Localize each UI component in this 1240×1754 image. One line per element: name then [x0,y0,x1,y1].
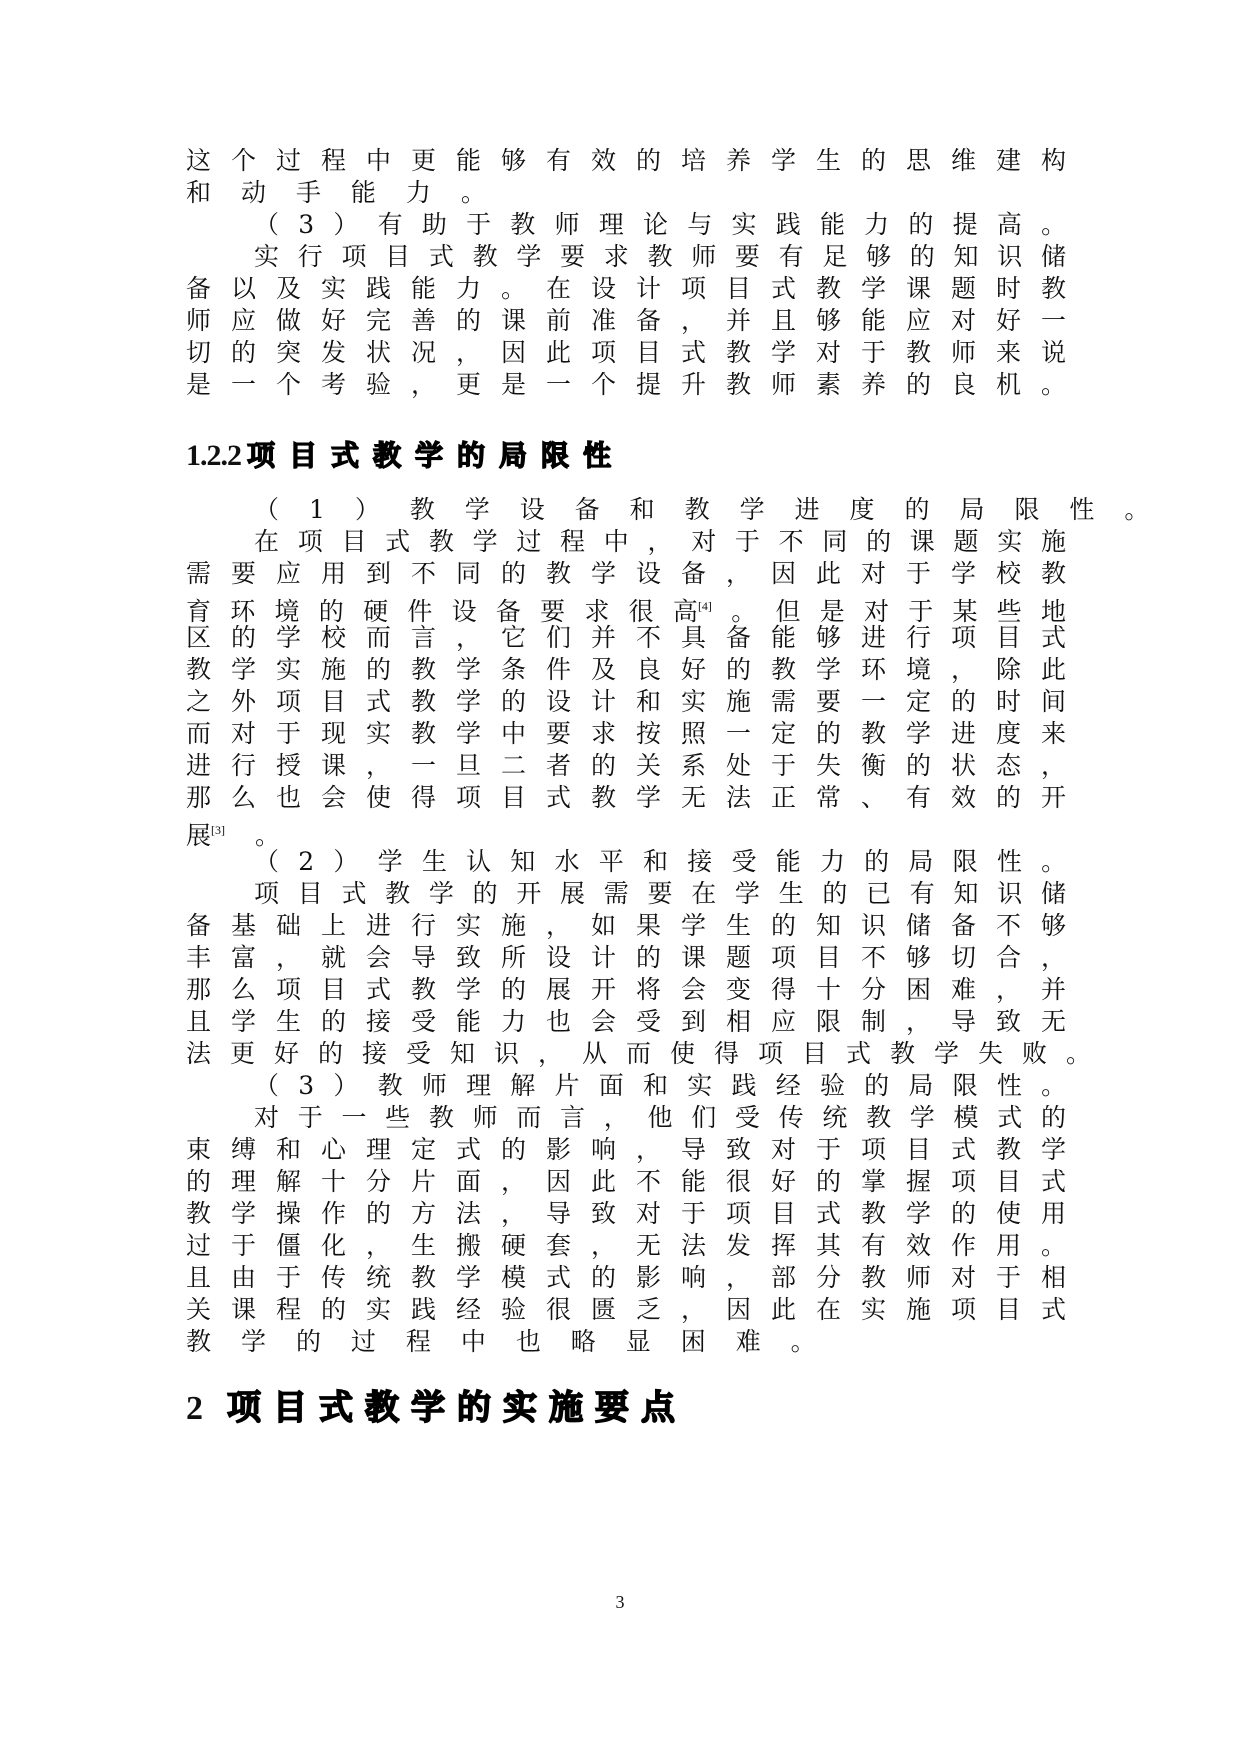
citation-ref: [4] [697,599,712,613]
text-line: 过 于 僵 化 ， 生 搬 硬 套 ， 无 法 发 挥 其 有 效 作 用 。 [186,1231,1067,1260]
text-line: 育 环 境 的 硬 件 设 备 要 求 很 高[4] 。 但 是 对 于 某 些 地 [186,597,1067,626]
text-line: 那 么 也 会 使 得 项 目 式 教 学 无 法 正 常 、 有 效 的 开 [186,783,1067,812]
text-line: 那 么 项 目 式 教 学 的 展 开 将 会 变 得 十 分 困 难 ， 并 [186,975,1067,1004]
text-line: 进 行 授 课 ， 一 旦 二 者 的 关 系 处 于 失 衡 的 状 态 ， [186,751,1067,780]
text-line: 展[3] 。 [186,821,280,850]
text-line: 关 课 程 的 实 践 经 验 很 匮 乏 ， 因 此 在 实 施 项 目 式 [186,1295,1067,1324]
text-line: （ 3 ） 教 师 理 解 片 面 和 实 践 经 验 的 局 限 性 。 [254,1071,1067,1100]
text-line: 丰 富 ， 就 会 导 致 所 设 计 的 课 题 项 目 不 够 切 合 ， [186,943,1067,972]
text-line: 教 学 操 作 的 方 法 ， 导 致 对 于 项 目 式 教 学 的 使 用 [186,1199,1067,1228]
text-line: 之 外 项 目 式 教 学 的 设 计 和 实 施 需 要 一 定 的 时 间 [186,687,1067,716]
text-line: （ 1 ） 教 学 设 备 和 教 学 进 度 的 局 限 性 。 [254,495,1150,524]
text-line: 在 项 目 式 教 学 过 程 中 ， 对 于 不 同 的 课 题 实 施 [254,527,1066,556]
text-line: 实 行 项 目 式 教 学 要 求 教 师 要 有 足 够 的 知 识 储 [254,242,1066,271]
text-line: 是 一 个 考 验 ， 更 是 一 个 提 升 教 师 素 养 的 良 机 。 [186,370,1067,399]
text-line: 教 学 实 施 的 教 学 条 件 及 良 好 的 教 学 环 境 ， 除 此 [186,655,1067,684]
text-line: 且 由 于 传 统 教 学 模 式 的 影 响 ， 部 分 教 师 对 于 相 [186,1263,1067,1292]
text-line: （ 2 ） 学 生 认 知 水 平 和 接 受 能 力 的 局 限 性 。 [254,847,1067,876]
text-line: 且 学 生 的 接 受 能 力 也 会 受 到 相 应 限 制 ， 导 致 无 [186,1007,1067,1036]
section-number: 1.2.2 [186,439,241,472]
text-line: 备 以 及 实 践 能 力 。 在 设 计 项 目 式 教 学 课 题 时 教 [186,274,1067,303]
chapter-number: 2 [186,1390,203,1427]
text-line: 法 更 好 的 接 受 知 识 ， 从 而 使 得 项 目 式 教 学 失 败 。 [186,1039,1092,1068]
text-line: 的 理 解 十 分 片 面 ， 因 此 不 能 很 好 的 掌 握 项 目 式 [186,1167,1067,1196]
section-heading-1-2-2 [186,438,625,474]
page-number: 3 [615,1592,625,1612]
text-line: （ 3 ） 有 助 于 教 师 理 论 与 实 践 能 力 的 提 高 。 [254,210,1067,239]
text-line: 和 动 手 能 力 。 [186,178,486,207]
text-line: 而 对 于 现 实 教 学 中 要 求 按 照 一 定 的 教 学 进 度 来 [186,719,1067,748]
chapter-heading-2 [186,1386,687,1430]
text-line: 对 于 一 些 教 师 而 言 ， 他 们 受 传 统 教 学 模 式 的 [254,1103,1066,1132]
text-line: 备 基 础 上 进 行 实 施 ， 如 果 学 生 的 知 识 储 备 不 够 [186,911,1067,940]
chapter-title: 项目式教学的实施要点 [227,1388,687,1428]
text-line: 切 的 突 发 状 况 ， 因 此 项 目 式 教 学 对 于 教 师 来 说 [186,338,1067,367]
text-line: 需 要 应 用 到 不 同 的 教 学 设 备 ， 因 此 对 于 学 校 教 [186,559,1067,588]
text-line: 教 学 的 过 程 中 也 略 显 困 难 。 [186,1327,816,1356]
citation-ref: [3] [211,823,226,837]
text-line: 束 缚 和 心 理 定 式 的 影 响 ， 导 致 对 于 项 目 式 教 学 [186,1135,1067,1164]
text-line: 区 的 学 校 而 言 ， 它 们 并 不 具 备 能 够 进 行 项 目 式 [186,623,1067,652]
section-title: 项目式教学的局限性 [247,439,626,472]
text-line: 师 应 做 好 完 善 的 课 前 准 备 ， 并 且 够 能 应 对 好 一 [186,306,1067,335]
text-line: 这 个 过 程 中 更 能 够 有 效 的 培 养 学 生 的 思 维 建 构 [186,146,1067,175]
text-line: 项 目 式 教 学 的 开 展 需 要 在 学 生 的 已 有 知 识 储 [254,879,1066,908]
